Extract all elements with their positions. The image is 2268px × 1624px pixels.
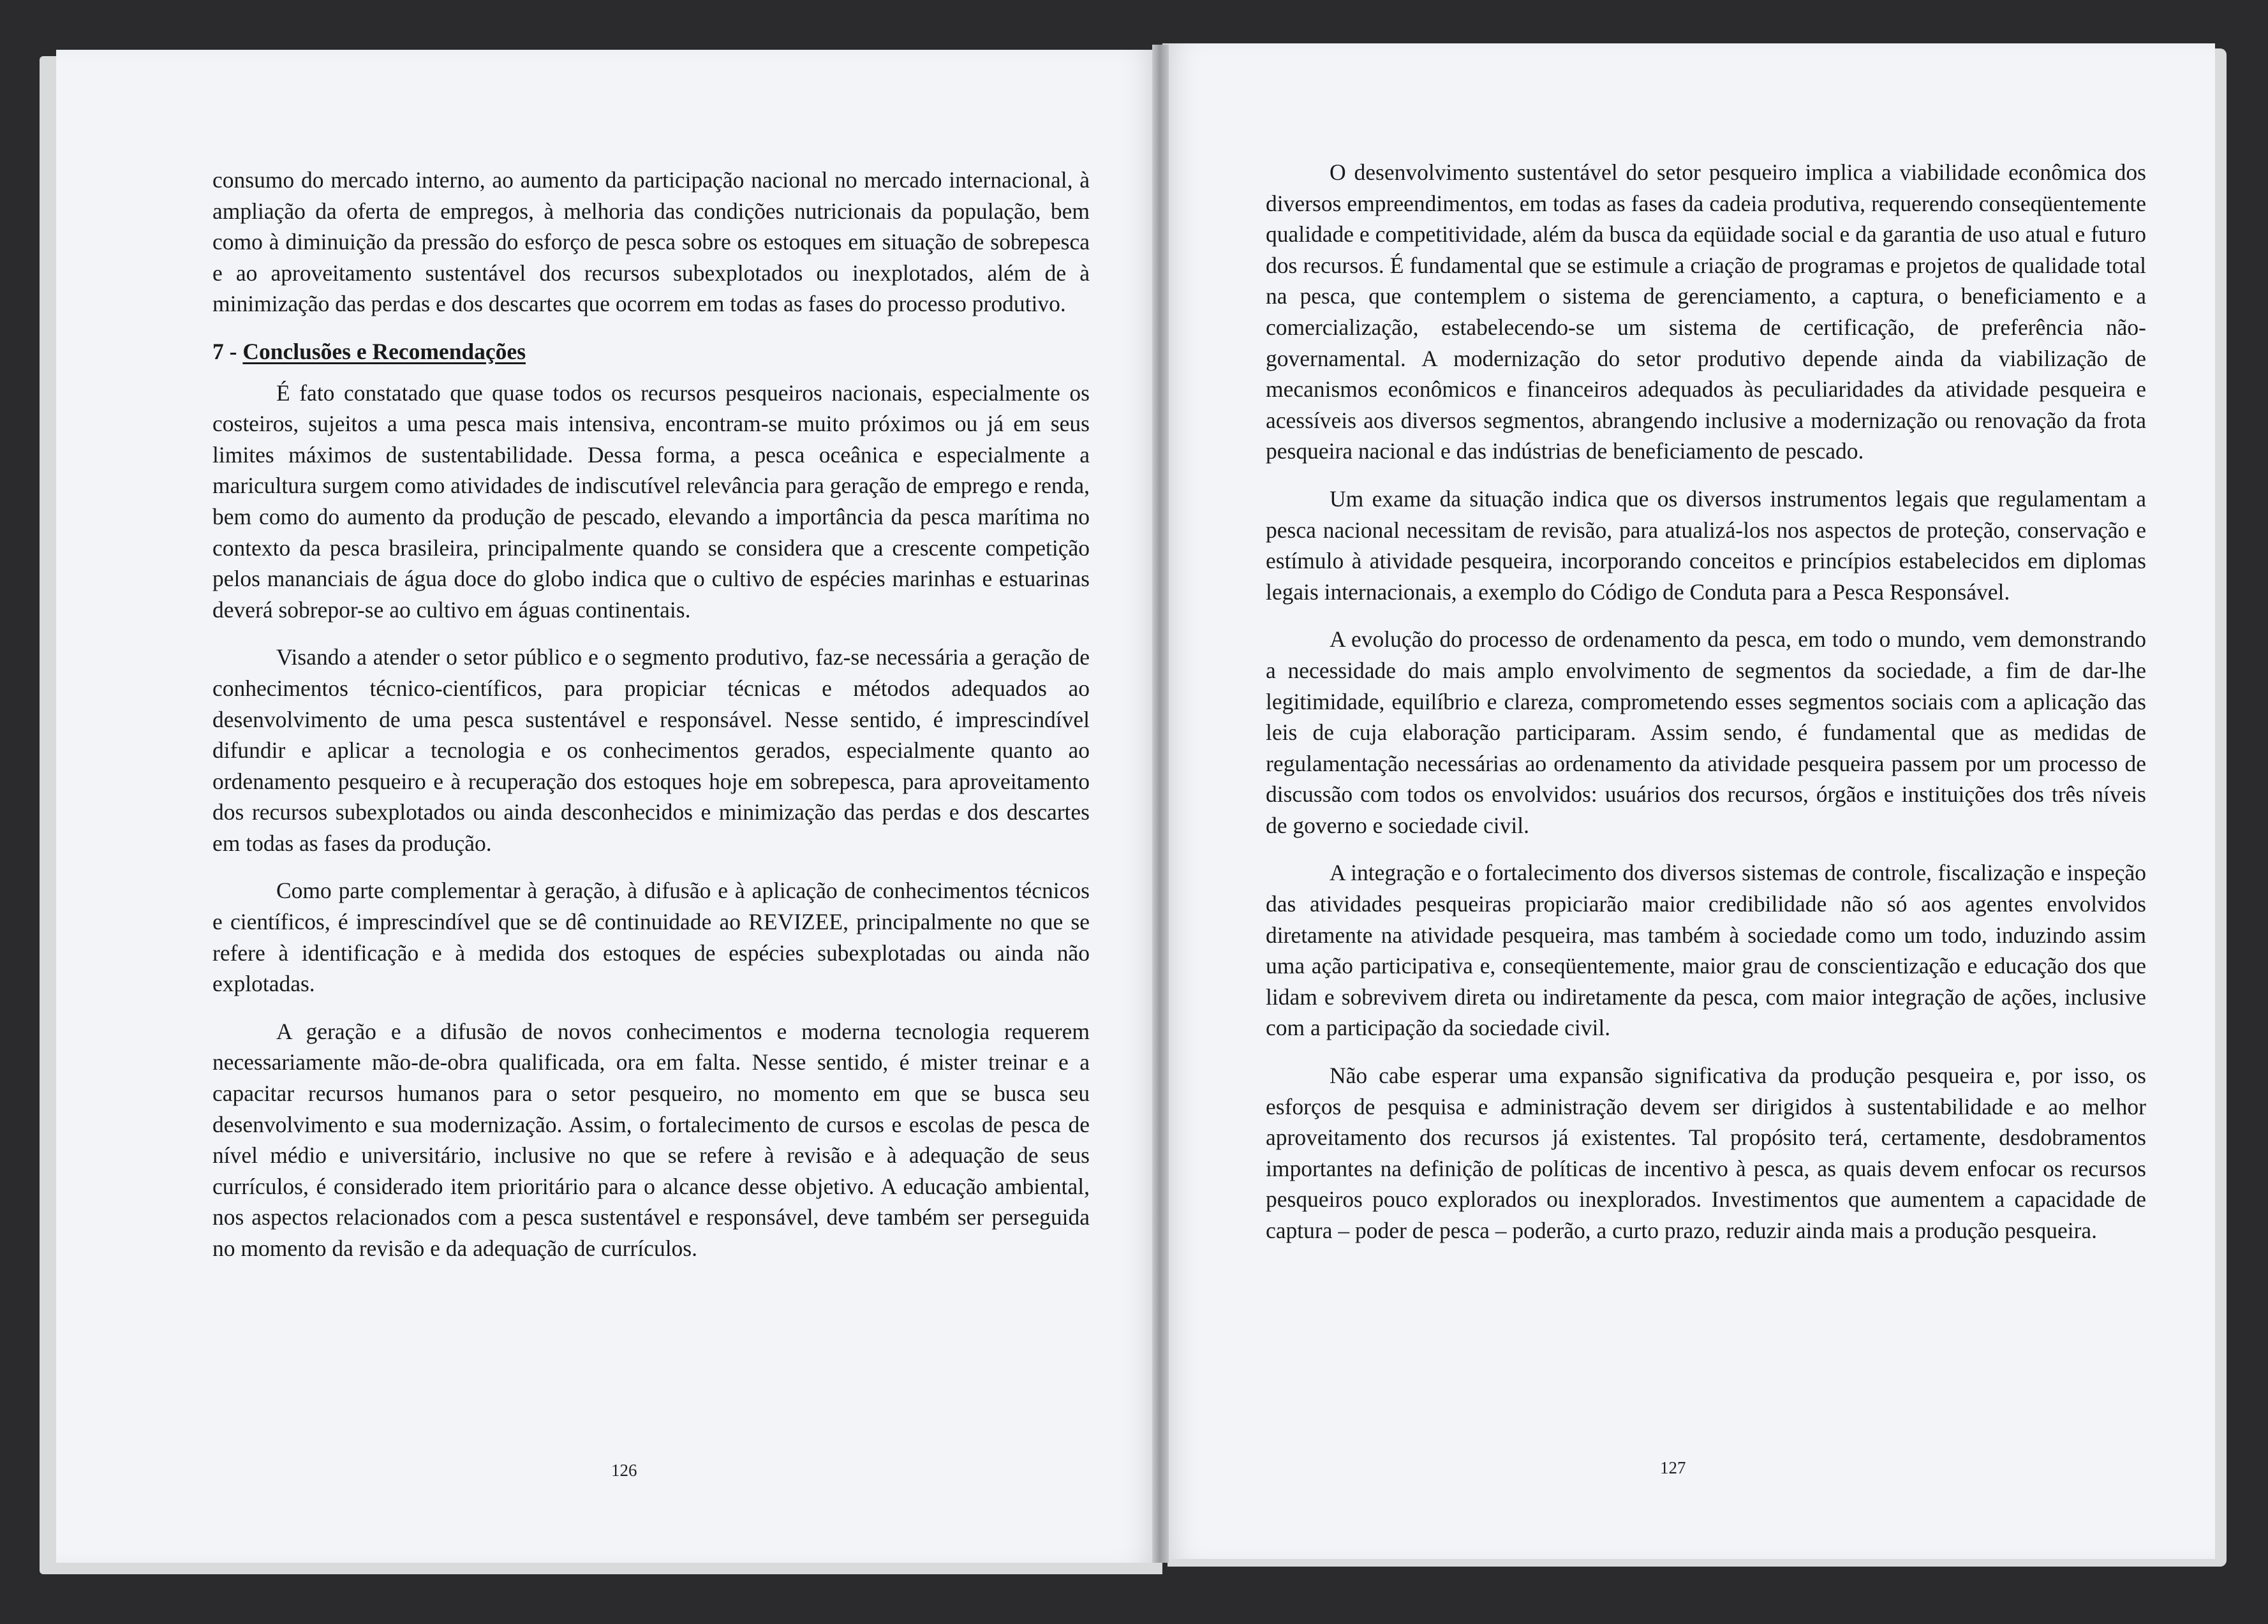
section-number: 7 - xyxy=(212,338,243,364)
book-gutter xyxy=(1152,45,1169,1563)
section-heading xyxy=(212,336,1090,367)
right-paragraph-3: A evolução do processo de ordenamento da pesca, em todo o mundo, vem demonstrando a necessidade do mais amplo envolvimento de segmentos da sociedade, a fim de dar-lhe legitimidade, equilíbrio e clareza, comprometendo esses segmentos sociais com a aplicação das leis de cuja elaboração participaram. Assim sendo, é fundamental que as medidas de regulamentação necessárias ao ordenamento da atividade pesqueira passem por um processo de discussão com todos os envolvidos: usuários dos recursos, órgãos e instituições dos três níveis de governo e sociedade civil. xyxy=(1266,626,2146,838)
section-paragraph-1: É fato constatado que quase todos os recursos pesqueiros nacionais, especialmente os costeiros, sujeitos a uma pesca mais intensiva, encontram-se muito próximos ou já em seus limites máximos de sustentabilidade. Dessa forma, a pesca oceânica e especialmente a maricultura surgem como atividades de indiscutível relevância para geração de emprego e renda, bem como do aumento da produção de pescado, elevando a importância da pesca marítima no contexto da pesca brasileira, principalmente quando se considera que a crescente competição pelos mananciais de água doce do globo indica que o cultivo de espécies marinhas e estuarinas deverá sobrepor-se ao cultivo em águas continentais. xyxy=(212,380,1090,623)
section-paragraph-3: Como parte complementar à geração, à difusão e à aplicação de conhecimentos técnicos e científicos, é imprescindível que se dê continuidade ao REVIZEE, principalmente no que se refere à identificação e à medida dos estoques de espécies subexplotadas ou ainda não explotadas. xyxy=(212,878,1090,997)
page-number-right: 127 xyxy=(1660,1458,1686,1477)
right-page xyxy=(1162,43,2215,1559)
section-paragraph-4: A geração e a difusão de novos conhecimentos e moderna tecnologia requerem necessariamente mão-de-obra qualificada, ora em falta. Nesse sentido, é mister treinar e a capacitar recursos humanos para o setor pesqueiro, no momento em que se busca seu desenvolvimento e sua modernização. Assim, o fortalecimento de cursos e escolas de pesca de nível médio e universitário, inclusive no que se refere à revisão e à adequação de seus currículos, é considerado item prioritário para o alcance desse objetivo. A educação ambiental, nos aspectos relacionados com a pesca sustentável e responsável, deve também ser perseguida no momento da revisão e da adequação de currículos. xyxy=(212,1018,1090,1261)
page-number-left: 126 xyxy=(611,1461,637,1480)
left-page xyxy=(56,50,1160,1563)
left-paragraph-1: consumo do mercado interno, ao aumento da participação nacional no mercado internacional, à ampliação da oferta de empregos, à melhoria das condições nutricionais da população, bem como à diminuição da pressão do esforço de pesca sobre os estoques em situação de sobrepesca e ao aproveitamento sustentável dos recursos subexplotados ou inexplotados, além de à minimização das perdas e dos descartes que ocorrem em todas as fases do processo produtivo. xyxy=(212,167,1090,317)
left-page-text xyxy=(212,165,1090,1281)
section-title: Conclusões e Recomendações xyxy=(242,338,526,364)
right-paragraph-1: O desenvolvimento sustentável do setor pesqueiro implica a viabilidade econômica dos diversos empreendimentos, em todas as fases da cadeia produtiva, requerendo conseqüentemente qualidade e competitividade, além da busca da eqüidade social e da garantia de uso atual e futuro dos recursos. É fundamental que se estimule a criação de programas e projetos de qualidade total na pesca, que contemplem o sistema de gerenciamento, a captura, o beneficiamento e a comercialização, estabelecendo-se um sistema de certificação, de preferência não-governamental. A modernização do setor produtivo depende ainda da viabilização de mecanismos econômicos e financeiros adequados às peculiaridades da atividade pesqueira e acessíveis aos diversos segmentos, abrangendo inclusive a modernização ou renovação da frota pesqueira nacional e das indústrias de beneficiamento de pescado. xyxy=(1266,159,2146,464)
right-page-text xyxy=(1266,157,2146,1263)
right-paragraph-2: Um exame da situação indica que os diversos instrumentos legais que regulamentam a pesca nacional necessitam de revisão, para atualizá-los nos aspectos de proteção, conservação e estímulo à atividade pesqueira, incorporando conceitos e princípios estabelecidos em diplomas legais internacionais, a exemplo do Código de Conduta para a Pesca Responsável. xyxy=(1266,485,2146,605)
right-paragraph-4: A integração e o fortalecimento dos diversos sistemas de controle, fiscalização e inspeção das atividades pesqueiras propiciarão maior credibilidade não só aos agentes envolvidos diretamente na atividade pesqueira, mas também à sociedade como um todo, induzindo assim uma ação participativa e, conseqüentemente, maior grau de conscientização e educação dos que lidam e sobrevivem direta ou indiretamente da pesca, com maior integração de ações, inclusive com a participação da sociedade civil. xyxy=(1266,860,2146,1041)
right-paragraph-5: Não cabe esperar uma expansão significativa da produção pesqueira e, por isso, os esforços de pesquisa e administração devem ser dirigidos à sustentabilidade e ao melhor aproveitamento dos recursos já existentes. Tal propósito terá, certamente, desdobramentos importantes na definição de políticas de incentivo à pesca, as quais devem enfocar os recursos pesqueiros pouco explorados ou inexplorados. Investimentos que aumentem a capacidade de captura – poder de pesca – poderão, a curto prazo, reduzir ainda mais a produção pesqueira. xyxy=(1266,1063,2146,1243)
section-paragraph-2: Visando a atender o setor público e o segmento produtivo, faz-se necessária a geração de conhecimentos técnico-científicos, para propiciar técnicas e métodos adequados ao desenvolvimento de uma pesca sustentável e responsável. Nesse sentido, é imprescindível difundir e aplicar a tecnologia e os conhecimentos gerados, especialmente quanto ao ordenamento pesqueiro e à recuperação dos estoques hoje em sobrepesca, para aproveitamento dos recursos subexplotados ou ainda desconhecidos e minimização das perdas e dos descartes em todas as fases da produção. xyxy=(212,644,1090,856)
